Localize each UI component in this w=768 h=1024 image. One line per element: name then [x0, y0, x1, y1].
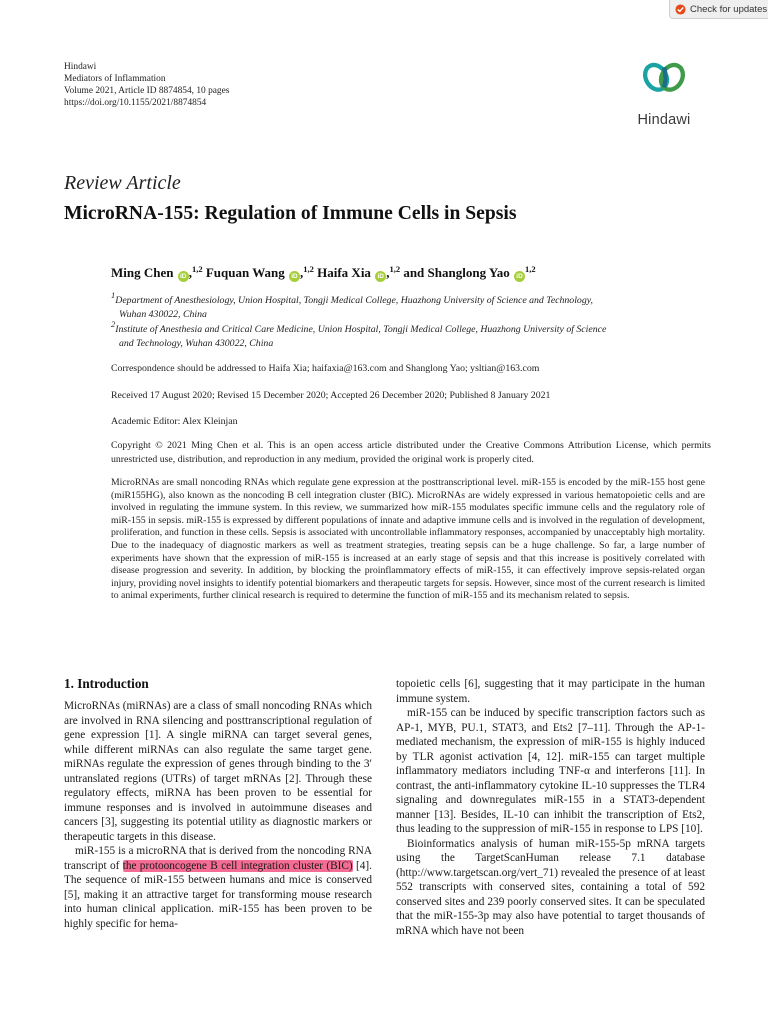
author-name[interactable]: Haifa Xia — [317, 265, 371, 280]
left-column — [64, 699, 372, 931]
crossmark-icon — [675, 4, 686, 15]
body-paragraph: miR-155 can be induced by specific transcription factors such as AP-1, MYB, PU.1, STAT3, and Ets2 [7–11]. Through the AP-1-mediated mechanism, the expression of miR-155 is highly induced by TLR agonist activation [4, 12]. miR-155 can target multiple inflammatory mediators including TNF-α and interferons [11]. In contrast, the anti-inflammatory cytokine IL-10 suppresses the TLR4 signaling and downregulates miR-155 in a STAT3-dependent manner [13]. Besides, IL-10 can inhibit the transcription of Ets2, thus leading to the suppression of miR-155 in response to LPS [10]. — [396, 707, 705, 835]
abstract: MicroRNAs are small noncoding RNAs which regulate gene expression at the posttranscriptional level. miR-155 is encoded by the miR-155 host gene (miR155HG), also known as the noncoding B cell integration cluster (BIC). MicroRNAs are widely expressed in various hematopoietic cells and are involved in regulating the immune system. In this review, we summarized how miR-155 modulates specific immune cells and the regulatory role of miR-155 in sepsis. miR-155 is expressed by different populations of innate and adaptive immune cells and is involved in the regulation of development, proliferation, and function in these cells. Sepsis is associated with uncontrollable inflammatory responses, accompanied by unacceptably high mortality. Due to the inadequacy of diagnostic markers as well as treatment strategies, treating sepsis can be a huge challenge. So far, a large number of experiments have shown that the expression of miR-155 is increased at an early stage of sepsis and that this increase is positively correlated with disease progression and severity. In addition, by blocking the proinflammatory effects of miR-155, it can effectively improve sepsis-related organ injury, providing novel insights to identify potential biomarkers and therapeutic targets for sepsis. However, since most of the current research is limited to animal experiments, further clinical research is required to determine the function of miR-155 and its mechanism related to sepsis. — [111, 477, 705, 602]
author-affiliation-sup: 1,2 — [191, 264, 203, 274]
check-for-updates-button[interactable] — [669, 0, 768, 19]
publication-dates: Received 17 August 2020; Revised 15 December 2020; Accepted 26 December 2020; Published 8 January 2021 — [111, 390, 551, 401]
author-name[interactable]: Shanglong Yao — [427, 265, 510, 280]
right-column — [396, 677, 705, 938]
highlighted-text[interactable]: the protooncogene B cell integration cluster (BIC) — [122, 859, 353, 872]
author-list: Ming Chen iD ,$^{1,2}$ Fuquan Wang iD ,$^{1,2}$ Haifa Xia iD ,$^{1,2}$ and Shanglong Yao iD$^{1,2}$ — [111, 264, 536, 280]
author-name[interactable]: Ming Chen — [111, 265, 174, 280]
hindawi-logo-text: Hindawi — [637, 112, 691, 128]
orcid-icon[interactable]: iD — [375, 271, 386, 282]
orcid-icon[interactable]: iD — [178, 271, 189, 282]
author-affiliation-sup: 1,2 — [389, 264, 401, 274]
article-title: MicroRNA-155: Regulation of Immune Cells in Sepsis — [64, 203, 517, 224]
orcid-icon[interactable]: iD — [514, 271, 525, 282]
section-heading: 1. Introduction — [64, 676, 149, 691]
author-name[interactable]: Fuquan Wang — [205, 265, 285, 280]
journal-volume: Volume 2021, Article ID 8874854, 10 pages — [64, 86, 230, 96]
affiliation: $^1$Department of Anesthesiology, Union Hospital, Tongji Medical College, Huazhong University of Science and Technology, Wuhan 430022, China — [111, 290, 593, 320]
article-type: Review Article — [64, 172, 181, 194]
doi-link[interactable]: https://doi.org/10.1155/2021/8874854 — [64, 98, 207, 108]
copyright-notice: Copyright © 2021 Ming Chen et al. This is an open access article distributed under the Creative Commons Attribution License, which permits unrestricted use, distribution, and reproduction in any medium, provided the original work is properly cited. — [111, 440, 711, 465]
body-paragraph: miR-155 is a microRNA that is derived from the noncoding RNA transcript of the protooncogene B cell integration cluster (BIC) [4]. The sequence of miR-155 between humans and mice is conserved [5], making it an attractive target for transforming mouse research into human clinical application. miR-155 has been proven to be highly specific for hema- — [64, 845, 372, 930]
academic-editor: Academic Editor: Alex Kleinjan — [111, 416, 238, 427]
check-for-updates-label: Check for updates — [690, 3, 768, 15]
orcid-icon[interactable]: iD — [289, 271, 300, 282]
author-affiliation-sup: 1,2 — [303, 264, 314, 274]
affiliation: $^2$Institute of Anesthesia and Critical Care Medicine, Union Hospital, Tongji Medical College, Huazhong University of Science and Technology, Wuhan 430022, China — [111, 319, 607, 349]
publisher-name: Hindawi — [64, 62, 97, 72]
body-paragraph: topoietic cells [6], suggesting that it may participate in the human immune system. — [396, 678, 705, 705]
author-affiliation-sup: 1,2 — [525, 264, 536, 274]
hindawi-logo-icon — [628, 60, 700, 112]
body-paragraph: MicroRNAs (miRNAs) are a class of small noncoding RNAs which are involved in RNA silencing and posttranscriptional regulation of gene expression [1]. A single miRNA can target several genes, while different miRNAs can also regulate the same target gene. miRNAs regulate the expression of genes through binding to the 3′ untranslated regions (UTRs) of target mRNAs [2]. Through these regulatory effects, miRNA has been proven to be essential for immune responses and is involved in autoimmune diseases and cancers [3], suggesting its potential utility as diagnostic markers or therapeutic targets in this disease. — [64, 700, 372, 843]
journal-name: Mediators of Inflammation — [64, 74, 166, 84]
body-paragraph: Bioinformatics analysis of human miR-155-5p mRNA targets using the TargetScanHuman release 7.1 database (http://www.targetscan.org/vert_71) revealed the presence of at least 552 transcripts with conserved sites, containing a total of 592 conserved sites and 239 poorly conserved sites. It can be speculated that the miR-155-3p may also have potential to target thousands of mRNA which have not been — [396, 837, 705, 937]
correspondence-line: Correspondence should be addressed to Haifa Xia; haifaxia@163.com and Shanglong Yao; ysltian@163.com — [111, 363, 540, 374]
